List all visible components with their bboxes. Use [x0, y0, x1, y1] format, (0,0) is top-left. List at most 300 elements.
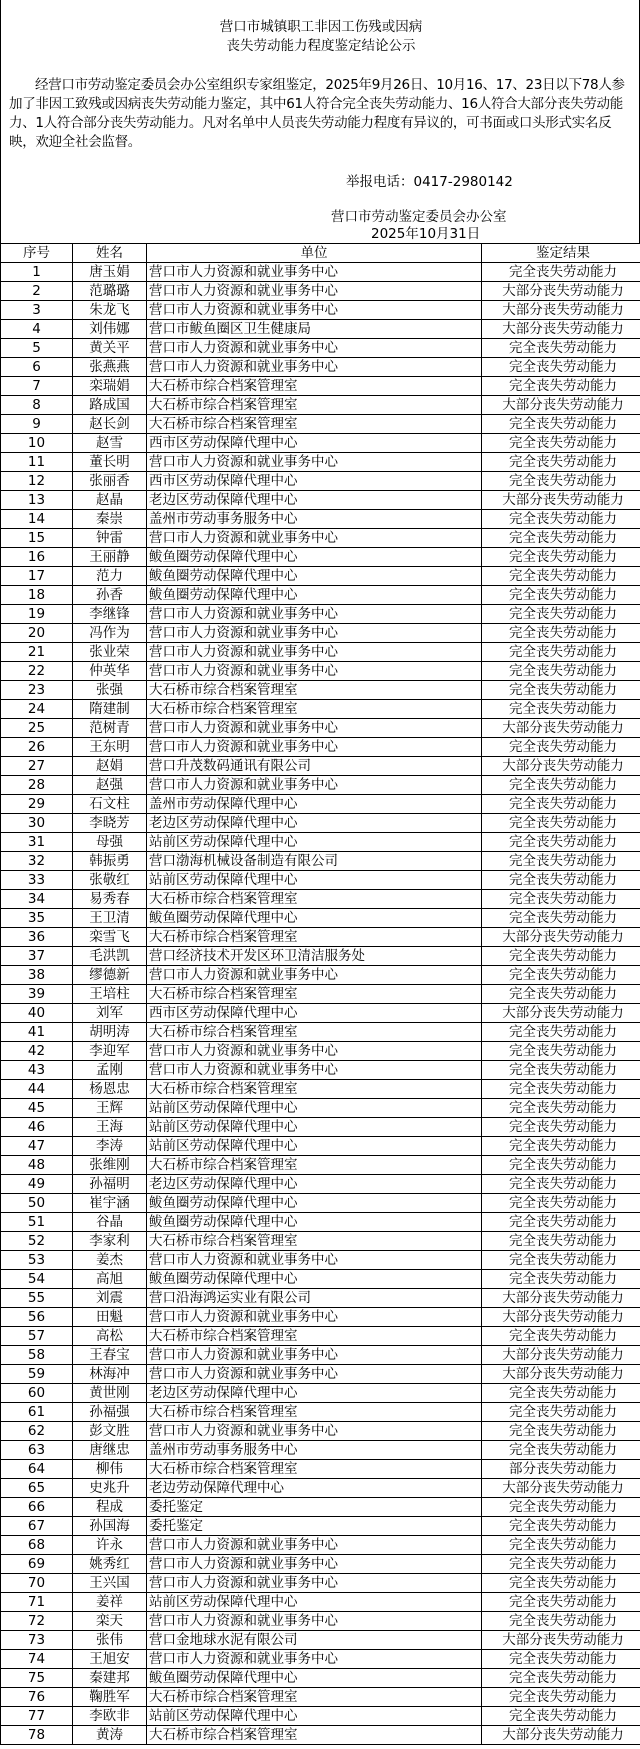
row-number: 39	[1, 985, 73, 1004]
row-unit: 站前区劳动保障代理中心	[147, 833, 482, 852]
row-unit: 营口市人力资源和就业事务中心	[147, 358, 482, 377]
row-result: 完全丧失劳动能力	[482, 434, 640, 453]
table-row	[1, 1479, 640, 1498]
row-name: 高旭	[73, 1270, 147, 1289]
row-number: 29	[1, 795, 73, 814]
row-unit: 老边劳动保障代理中心	[147, 1479, 482, 1498]
row-name: 韩振勇	[73, 852, 147, 871]
row-unit: 大石桥市综合档案管理室	[147, 1688, 482, 1707]
row-name: 范力	[73, 567, 147, 586]
row-unit: 营口市人力资源和就业事务中心	[147, 339, 482, 358]
row-number: 72	[1, 1612, 73, 1631]
row-result: 大部分丧失劳动能力	[482, 396, 640, 415]
row-number: 52	[1, 1232, 73, 1251]
row-name: 毛洪凯	[73, 947, 147, 966]
row-number: 63	[1, 1441, 73, 1460]
row-result: 完全丧失劳动能力	[482, 453, 640, 472]
row-number: 31	[1, 833, 73, 852]
table-row	[1, 1631, 640, 1650]
row-number: 12	[1, 472, 73, 491]
row-number: 3	[1, 301, 73, 320]
row-number: 67	[1, 1517, 73, 1536]
row-name: 刘军	[73, 1004, 147, 1023]
row-number: 5	[1, 339, 73, 358]
row-unit: 站前区劳动保障代理中心	[147, 871, 482, 890]
row-name: 仲英华	[73, 662, 147, 681]
row-result: 大部分丧失劳动能力	[482, 1726, 640, 1745]
row-name: 刘伟娜	[73, 320, 147, 339]
row-number: 33	[1, 871, 73, 890]
table-row	[1, 795, 640, 814]
row-name: 张伟	[73, 1631, 147, 1650]
row-result: 完全丧失劳动能力	[482, 586, 640, 605]
row-result: 完全丧失劳动能力	[482, 1384, 640, 1403]
row-name: 母强	[73, 833, 147, 852]
row-unit: 老边区劳动保障代理中心	[147, 491, 482, 510]
table-row	[1, 1536, 640, 1555]
row-name: 唐继忠	[73, 1441, 147, 1460]
row-unit: 大石桥市综合档案管理室	[147, 1232, 482, 1251]
row-unit: 营口市人力资源和就业事务中心	[147, 1574, 482, 1593]
row-number: 16	[1, 548, 73, 567]
table-row	[1, 624, 640, 643]
row-unit: 营口市人力资源和就业事务中心	[147, 1042, 482, 1061]
row-number: 47	[1, 1137, 73, 1156]
row-unit: 营口市人力资源和就业事务中心	[147, 643, 482, 662]
row-result: 完全丧失劳动能力	[482, 681, 640, 700]
row-name: 程成	[73, 1498, 147, 1517]
row-result: 完全丧失劳动能力	[482, 529, 640, 548]
row-unit: 营口市人力资源和就业事务中心	[147, 301, 482, 320]
row-name: 董长明	[73, 453, 147, 472]
row-number: 50	[1, 1194, 73, 1213]
table-row	[1, 1650, 640, 1669]
row-unit: 大石桥市综合档案管理室	[147, 1327, 482, 1346]
table-row	[1, 1555, 640, 1574]
row-name: 孙香	[73, 586, 147, 605]
row-number: 35	[1, 909, 73, 928]
row-result: 完全丧失劳动能力	[482, 1441, 640, 1460]
row-unit: 西市区劳动保障代理中心	[147, 434, 482, 453]
row-number: 1	[1, 263, 73, 282]
contact-phone: 举报电话：0417-2980142	[346, 174, 513, 190]
row-result: 完全丧失劳动能力	[482, 966, 640, 985]
row-number: 49	[1, 1175, 73, 1194]
row-result: 大部分丧失劳动能力	[482, 320, 640, 339]
row-number: 20	[1, 624, 73, 643]
row-name: 赵雪	[73, 434, 147, 453]
row-number: 78	[1, 1726, 73, 1745]
row-result: 完全丧失劳动能力	[482, 1669, 640, 1688]
row-name: 栾瑞娟	[73, 377, 147, 396]
table-row	[1, 1574, 640, 1593]
row-unit: 营口市人力资源和就业事务中心	[147, 1251, 482, 1270]
row-number: 36	[1, 928, 73, 947]
issue-date: 2025年10月31日	[371, 226, 481, 242]
row-number: 77	[1, 1707, 73, 1726]
row-name: 秦建邦	[73, 1669, 147, 1688]
row-name: 张丽香	[73, 472, 147, 491]
row-name: 赵娟	[73, 757, 147, 776]
row-name: 柳伟	[73, 1460, 147, 1479]
table-row	[1, 928, 640, 947]
row-number: 43	[1, 1061, 73, 1080]
table-row	[1, 605, 640, 624]
row-result: 完全丧失劳动能力	[482, 358, 640, 377]
row-name: 钟雷	[73, 529, 147, 548]
row-unit: 大石桥市综合档案管理室	[147, 928, 482, 947]
row-result: 完全丧失劳动能力	[482, 1403, 640, 1422]
row-name: 王辉	[73, 1099, 147, 1118]
row-name: 崔宇涵	[73, 1194, 147, 1213]
row-unit: 大石桥市综合档案管理室	[147, 985, 482, 1004]
row-unit: 大石桥市综合档案管理室	[147, 415, 482, 434]
row-number: 8	[1, 396, 73, 415]
row-result: 大部分丧失劳动能力	[482, 282, 640, 301]
row-unit: 大石桥市综合档案管理室	[147, 377, 482, 396]
table-row	[1, 1441, 640, 1460]
table-row	[1, 1099, 640, 1118]
row-unit: 大石桥市综合档案管理室	[147, 1726, 482, 1745]
row-result: 大部分丧失劳动能力	[482, 757, 640, 776]
table-row	[1, 909, 640, 928]
row-unit: 营口市鲅鱼圈区卫生健康局	[147, 320, 482, 339]
row-name: 姜杰	[73, 1251, 147, 1270]
table-row	[1, 890, 640, 909]
table-row	[1, 1061, 640, 1080]
row-name: 王旭安	[73, 1650, 147, 1669]
row-number: 75	[1, 1669, 73, 1688]
row-number: 44	[1, 1080, 73, 1099]
row-result: 完全丧失劳动能力	[482, 1612, 640, 1631]
table-header-row	[1, 244, 640, 263]
row-unit: 鲅鱼圈劳动保障代理中心	[147, 567, 482, 586]
title-line-1: 营口市城镇职工非因工伤残或因病	[219, 19, 423, 35]
row-name: 朱龙飞	[73, 301, 147, 320]
row-result: 完全丧失劳动能力	[482, 263, 640, 282]
row-number: 19	[1, 605, 73, 624]
row-name: 栾天	[73, 1612, 147, 1631]
table-row	[1, 396, 640, 415]
table-row	[1, 1593, 640, 1612]
table-row	[1, 1004, 640, 1023]
row-result: 完全丧失劳动能力	[482, 548, 640, 567]
row-unit: 大石桥市综合档案管理室	[147, 1080, 482, 1099]
row-name: 张敬红	[73, 871, 147, 890]
row-result: 完全丧失劳动能力	[482, 1080, 640, 1099]
row-unit: 鲅鱼圈劳动保障代理中心	[147, 548, 482, 567]
row-unit: 鲅鱼圈劳动保障代理中心	[147, 586, 482, 605]
row-number: 58	[1, 1346, 73, 1365]
table-row	[1, 301, 640, 320]
row-number: 48	[1, 1156, 73, 1175]
table-row	[1, 1232, 640, 1251]
row-number: 74	[1, 1650, 73, 1669]
header-unit: 单位	[147, 244, 482, 263]
row-name: 李涛	[73, 1137, 147, 1156]
row-unit: 老边区劳动保障代理中心	[147, 814, 482, 833]
row-name: 姚秀红	[73, 1555, 147, 1574]
table-row	[1, 567, 640, 586]
row-result: 完全丧失劳动能力	[482, 776, 640, 795]
row-unit: 营口金地球水泥有限公司	[147, 1631, 482, 1650]
table-row	[1, 472, 640, 491]
row-number: 10	[1, 434, 73, 453]
row-unit: 站前区劳动保障代理中心	[147, 1118, 482, 1137]
row-number: 76	[1, 1688, 73, 1707]
table-row	[1, 1498, 640, 1517]
row-number: 41	[1, 1023, 73, 1042]
table-row	[1, 719, 640, 738]
page-title	[1, 18, 640, 56]
row-number: 22	[1, 662, 73, 681]
row-name: 刘震	[73, 1289, 147, 1308]
row-unit: 营口市人力资源和就业事务中心	[147, 453, 482, 472]
row-name: 王卫清	[73, 909, 147, 928]
table-row	[1, 1270, 640, 1289]
row-result: 完全丧失劳动能力	[482, 662, 640, 681]
row-unit: 营口市人力资源和就业事务中心	[147, 966, 482, 985]
row-result: 完全丧失劳动能力	[482, 1023, 640, 1042]
row-result: 大部分丧失劳动能力	[482, 1479, 640, 1498]
row-unit: 营口市人力资源和就业事务中心	[147, 1308, 482, 1327]
row-number: 28	[1, 776, 73, 795]
row-number: 23	[1, 681, 73, 700]
row-unit: 大石桥市综合档案管理室	[147, 700, 482, 719]
table-row	[1, 453, 640, 472]
row-name: 田魁	[73, 1308, 147, 1327]
row-unit: 大石桥市综合档案管理室	[147, 681, 482, 700]
row-result: 大部分丧失劳动能力	[482, 1308, 640, 1327]
row-result: 完全丧失劳动能力	[482, 795, 640, 814]
row-name: 秦崇	[73, 510, 147, 529]
table-row	[1, 1213, 640, 1232]
table-row	[1, 1042, 640, 1061]
row-unit: 营口市人力资源和就业事务中心	[147, 624, 482, 643]
table-row	[1, 833, 640, 852]
row-name: 缪德新	[73, 966, 147, 985]
table-row	[1, 1726, 640, 1745]
row-number: 46	[1, 1118, 73, 1137]
row-unit: 鲅鱼圈劳动保障代理中心	[147, 1270, 482, 1289]
row-number: 7	[1, 377, 73, 396]
row-number: 53	[1, 1251, 73, 1270]
table-row	[1, 586, 640, 605]
row-result: 大部分丧失劳动能力	[482, 1346, 640, 1365]
row-unit: 营口市人力资源和就业事务中心	[147, 529, 482, 548]
row-unit: 站前区劳动保障代理中心	[147, 1707, 482, 1726]
row-name: 赵长剑	[73, 415, 147, 434]
table-row	[1, 510, 640, 529]
header-result: 鉴定结果	[482, 244, 640, 263]
row-unit: 营口市人力资源和就业事务中心	[147, 719, 482, 738]
table-row	[1, 776, 640, 795]
row-result: 完全丧失劳动能力	[482, 1061, 640, 1080]
row-number: 61	[1, 1403, 73, 1422]
row-unit: 营口市人力资源和就业事务中心	[147, 738, 482, 757]
table-row	[1, 1023, 640, 1042]
table-row	[1, 1612, 640, 1631]
row-result: 完全丧失劳动能力	[482, 510, 640, 529]
table-row	[1, 1080, 640, 1099]
row-name: 彭文胜	[73, 1422, 147, 1441]
table-row	[1, 282, 640, 301]
row-result: 完全丧失劳动能力	[482, 1650, 640, 1669]
row-name: 李欧非	[73, 1707, 147, 1726]
row-result: 完全丧失劳动能力	[482, 700, 640, 719]
row-result: 完全丧失劳动能力	[482, 605, 640, 624]
row-result: 完全丧失劳动能力	[482, 1099, 640, 1118]
row-result: 大部分丧失劳动能力	[482, 491, 640, 510]
row-unit: 营口市人力资源和就业事务中心	[147, 1061, 482, 1080]
row-result: 完全丧失劳动能力	[482, 1213, 640, 1232]
table-row	[1, 1308, 640, 1327]
row-result: 大部分丧失劳动能力	[482, 1289, 640, 1308]
row-result: 完全丧失劳动能力	[482, 1175, 640, 1194]
table-row	[1, 1194, 640, 1213]
row-unit: 鲅鱼圈劳动保障代理中心	[147, 909, 482, 928]
row-result: 完全丧失劳动能力	[482, 1327, 640, 1346]
row-number: 26	[1, 738, 73, 757]
row-name: 姜祥	[73, 1593, 147, 1612]
table-row	[1, 1365, 640, 1384]
row-result: 大部分丧失劳动能力	[482, 301, 640, 320]
row-result: 完全丧失劳动能力	[482, 738, 640, 757]
table-row	[1, 1669, 640, 1688]
table-row	[1, 1118, 640, 1137]
row-name: 李家利	[73, 1232, 147, 1251]
row-unit: 营口升茂数码通讯有限公司	[147, 757, 482, 776]
row-name: 杨恩忠	[73, 1080, 147, 1099]
row-unit: 大石桥市综合档案管理室	[147, 1403, 482, 1422]
row-result: 完全丧失劳动能力	[482, 833, 640, 852]
row-result: 完全丧失劳动能力	[482, 415, 640, 434]
table-row	[1, 415, 640, 434]
table-row	[1, 320, 640, 339]
row-name: 孙福强	[73, 1403, 147, 1422]
row-result: 完全丧失劳动能力	[482, 1232, 640, 1251]
table-row	[1, 814, 640, 833]
row-name: 黄世刚	[73, 1384, 147, 1403]
row-number: 65	[1, 1479, 73, 1498]
row-number: 59	[1, 1365, 73, 1384]
row-unit: 老边区劳动保障代理中心	[147, 1384, 482, 1403]
row-result: 完全丧失劳动能力	[482, 890, 640, 909]
row-name: 王东明	[73, 738, 147, 757]
row-number: 45	[1, 1099, 73, 1118]
row-unit: 老边区劳动保障代理中心	[147, 1175, 482, 1194]
row-number: 70	[1, 1574, 73, 1593]
row-number: 54	[1, 1270, 73, 1289]
row-result: 大部分丧失劳动能力	[482, 928, 640, 947]
row-name: 张维刚	[73, 1156, 147, 1175]
row-result: 完全丧失劳动能力	[482, 1422, 640, 1441]
row-name: 栾雪飞	[73, 928, 147, 947]
row-unit: 营口市人力资源和就业事务中心	[147, 776, 482, 795]
header-no: 序号	[1, 244, 73, 263]
row-number: 30	[1, 814, 73, 833]
row-name: 林海冲	[73, 1365, 147, 1384]
row-number: 57	[1, 1327, 73, 1346]
row-unit: 营口市人力资源和就业事务中心	[147, 263, 482, 282]
row-name: 范璐璐	[73, 282, 147, 301]
row-result: 完全丧失劳动能力	[482, 947, 640, 966]
row-result: 完全丧失劳动能力	[482, 1194, 640, 1213]
table-row	[1, 1327, 640, 1346]
row-name: 黄关平	[73, 339, 147, 358]
row-unit: 营口市人力资源和就业事务中心	[147, 1365, 482, 1384]
row-name: 张燕燕	[73, 358, 147, 377]
row-unit: 营口市人力资源和就业事务中心	[147, 1346, 482, 1365]
row-name: 范树青	[73, 719, 147, 738]
row-result: 大部分丧失劳动能力	[482, 1631, 640, 1650]
table-row	[1, 1251, 640, 1270]
row-name: 王兴国	[73, 1574, 147, 1593]
row-name: 王海	[73, 1118, 147, 1137]
row-number: 64	[1, 1460, 73, 1479]
row-name: 孟刚	[73, 1061, 147, 1080]
row-name: 孙国海	[73, 1517, 147, 1536]
row-number: 6	[1, 358, 73, 377]
row-result: 完全丧失劳动能力	[482, 1707, 640, 1726]
row-result: 完全丧失劳动能力	[482, 567, 640, 586]
row-number: 34	[1, 890, 73, 909]
table-row	[1, 1175, 640, 1194]
table-row	[1, 263, 640, 282]
row-number: 55	[1, 1289, 73, 1308]
row-unit: 站前区劳动保障代理中心	[147, 1099, 482, 1118]
table-row	[1, 662, 640, 681]
row-name: 张业荣	[73, 643, 147, 662]
table-row	[1, 434, 640, 453]
table-row	[1, 1289, 640, 1308]
table-row	[1, 377, 640, 396]
row-result: 完全丧失劳动能力	[482, 1251, 640, 1270]
row-number: 2	[1, 282, 73, 301]
row-number: 21	[1, 643, 73, 662]
row-result: 完全丧失劳动能力	[482, 1137, 640, 1156]
row-result: 完全丧失劳动能力	[482, 377, 640, 396]
row-number: 38	[1, 966, 73, 985]
row-unit: 站前区劳动保障代理中心	[147, 1137, 482, 1156]
row-unit: 西市区劳动保障代理中心	[147, 1004, 482, 1023]
row-number: 56	[1, 1308, 73, 1327]
row-number: 66	[1, 1498, 73, 1517]
row-number: 51	[1, 1213, 73, 1232]
row-result: 完全丧失劳动能力	[482, 1688, 640, 1707]
row-unit: 盖州市劳动保障代理中心	[147, 795, 482, 814]
row-number: 62	[1, 1422, 73, 1441]
row-name: 谷晶	[73, 1213, 147, 1232]
row-number: 40	[1, 1004, 73, 1023]
row-result: 完全丧失劳动能力	[482, 624, 640, 643]
table-row	[1, 947, 640, 966]
row-result: 完全丧失劳动能力	[482, 1536, 640, 1555]
row-name: 李迎军	[73, 1042, 147, 1061]
table-row	[1, 757, 640, 776]
row-name: 鞠胜军	[73, 1688, 147, 1707]
row-number: 15	[1, 529, 73, 548]
table-row	[1, 681, 640, 700]
table-row	[1, 1460, 640, 1479]
table-row	[1, 1346, 640, 1365]
row-number: 13	[1, 491, 73, 510]
row-number: 11	[1, 453, 73, 472]
row-unit: 盖州市劳动事务服务中心	[147, 510, 482, 529]
table-row	[1, 529, 640, 548]
row-result: 完全丧失劳动能力	[482, 1574, 640, 1593]
header-name: 姓名	[73, 244, 147, 263]
